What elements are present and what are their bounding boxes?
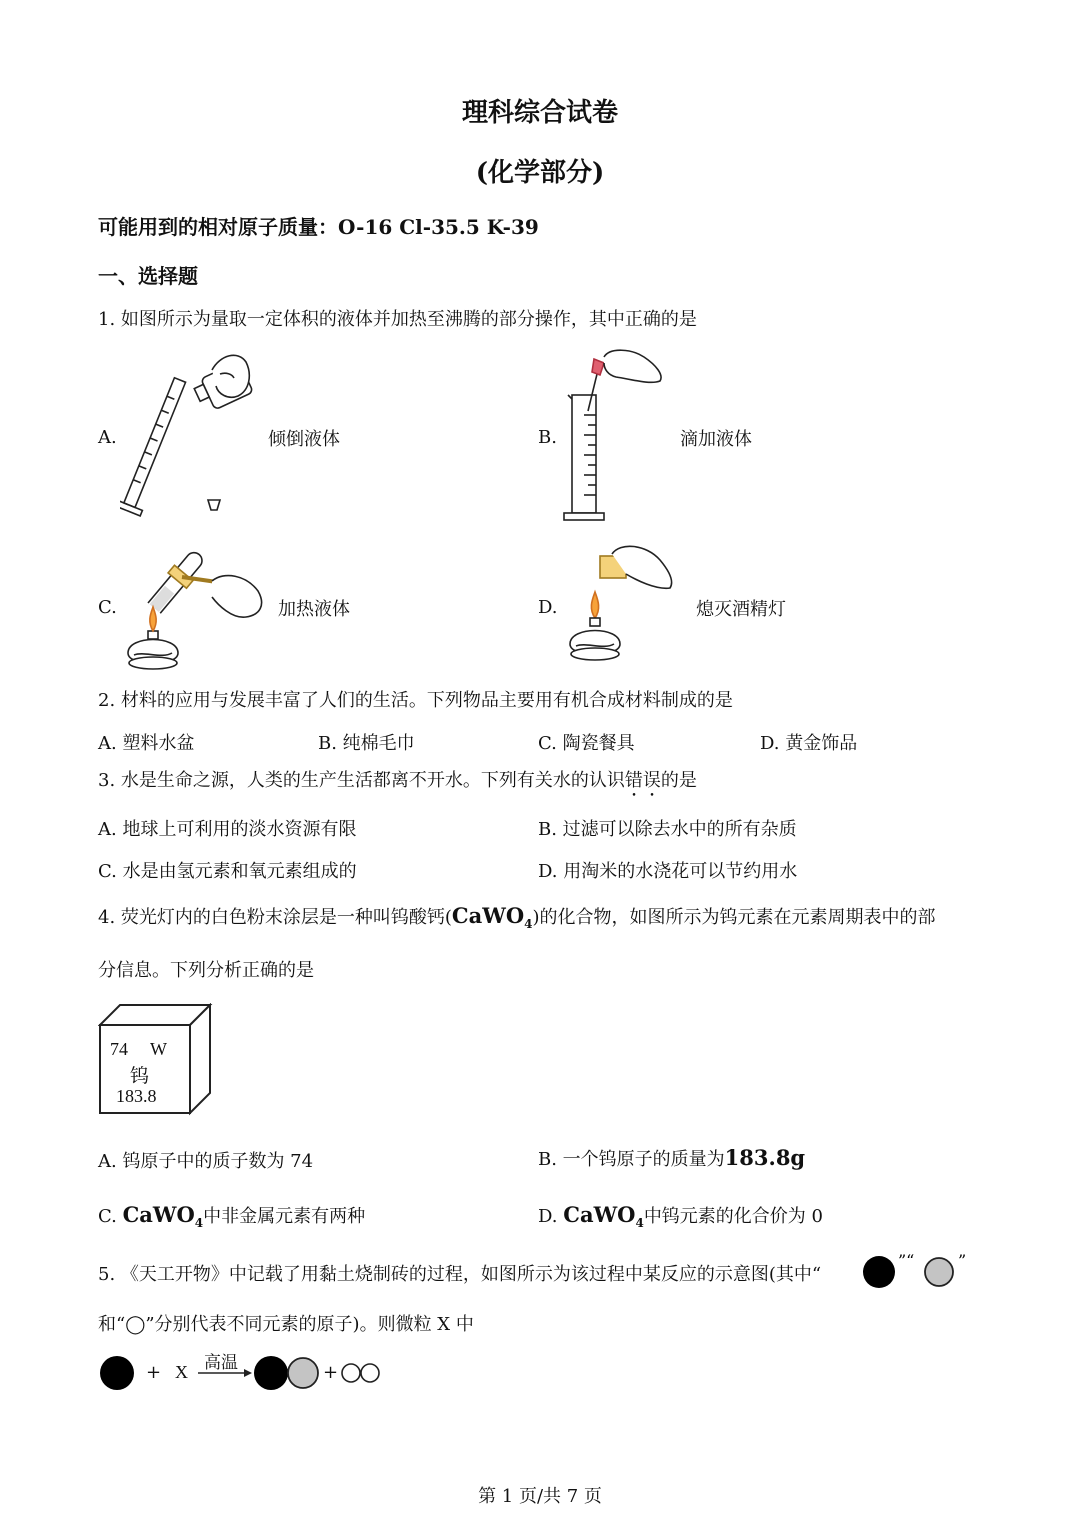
eq-plus-2: + [323, 1362, 339, 1383]
gray-atom-icon [288, 1358, 318, 1388]
element-symbol: W [150, 1039, 167, 1059]
q4-option-c-letter: C. [98, 1206, 117, 1227]
page-subtitle: (化学部分) [475, 158, 605, 188]
element-name: 钨 [130, 1065, 150, 1087]
q2-option-b: B. 纯棉毛巾 [318, 733, 415, 754]
atomic-mass-values: O-16 Cl-35.5 K-39 [338, 215, 539, 239]
q4-option-b [538, 1145, 805, 1171]
q4-formula [451, 903, 533, 932]
q4-option-c-formula [122, 1202, 204, 1231]
q5-atom-legend [860, 1254, 970, 1290]
q2-option-d: D. 黄金饰品 [760, 733, 858, 754]
q2-option-c: C. 陶瓷餐具 [538, 733, 635, 754]
formula-sub: 4 [635, 1216, 644, 1231]
formula-main: CaWO [451, 903, 525, 928]
page-title: 理科综合试卷 [461, 98, 618, 128]
q1-option-a-letter: A. [98, 427, 117, 448]
q1-option-c-label: 加热液体 [278, 599, 350, 620]
q5-reaction-diagram [98, 1345, 398, 1395]
q4-option-c [98, 1202, 365, 1230]
q3-stem [98, 766, 697, 801]
white-atom-icon [342, 1364, 360, 1382]
q2-option-a: A. 塑料水盆 [98, 733, 195, 754]
pouring-liquid-illustration [120, 350, 260, 525]
q3-option-c: C. 水是由氢元素和氧元素组成的 [98, 861, 357, 882]
q4-stem-before: 4. 荧光灯内的白色粉末涂层是一种叫钨酸钙( [98, 907, 452, 928]
atomic-mass-label: 可能用到的相对原子质量： [98, 215, 338, 239]
formula-sub: 4 [194, 1216, 204, 1231]
q1-option-d-letter: D. [538, 597, 558, 618]
eq-plus-1: + [146, 1362, 162, 1383]
q4-stem-after: )的化合物，如图所示为钨元素在元素周期表中的部 [532, 907, 936, 928]
q4-option-b-text: B. 一个钨原子的质量为 [538, 1149, 725, 1170]
gray-atom-icon [925, 1258, 953, 1286]
q4-option-b-value: 183.8g [724, 1145, 806, 1170]
extinguishing-lamp-illustration [560, 540, 680, 670]
q3-stem-before: 3. 水是生命之源，人类的生产生活都离不开水。下列有关水的认识 [98, 770, 625, 791]
q4-option-c-text: 中非金属元素有两种 [203, 1206, 366, 1227]
q1-option-b-letter: B. [538, 427, 557, 448]
dropping-liquid-illustration [560, 345, 670, 525]
q4-stem [98, 903, 936, 931]
q4-option-d-formula [563, 1202, 644, 1231]
atomic-mass-line [98, 211, 539, 240]
element-number: 74 [110, 1039, 128, 1059]
q3-stem-emphasis: 错误 [624, 770, 661, 791]
q4-option-a: A. 钨原子中的质子数为 74 [98, 1151, 314, 1172]
eq-x: X [175, 1362, 188, 1382]
legend-quote-glyph: ” [958, 1254, 967, 1270]
q4-stem-line2: 分信息。下列分析正确的是 [98, 960, 314, 981]
q3-option-b: B. 过滤可以除去水中的所有杂质 [538, 819, 797, 840]
black-atom-icon [863, 1256, 895, 1288]
q3-option-a: A. 地球上可利用的淡水资源有限 [98, 819, 357, 840]
q3-stem-after: 的是 [660, 770, 697, 791]
element-mass: 183.8 [116, 1086, 157, 1106]
q4-option-d [538, 1202, 823, 1230]
black-atom-icon [100, 1356, 134, 1390]
heating-liquid-illustration [120, 535, 270, 680]
q1-option-a-label: 倾倒液体 [268, 429, 340, 450]
eq-condition: 高温 [204, 1353, 238, 1373]
formula-main: CaWO [563, 1202, 636, 1227]
q1-option-d-label: 熄灭酒精灯 [696, 599, 786, 620]
formula-sub: 4 [524, 917, 533, 932]
page-footer: 第 1 页/共 7 页 [478, 1486, 602, 1507]
legend-quote-glyph: ”“ [898, 1254, 915, 1270]
q5-stem-line2: 和“◯”分别代表不同元素的原子)。则微粒 X 中 [98, 1314, 474, 1335]
q2-stem: 2. 材料的应用与发展丰富了人们的生活。下列物品主要用有机合成材料制成的是 [98, 690, 733, 711]
formula-main: CaWO [122, 1202, 195, 1227]
section-heading: 一、选择题 [98, 264, 198, 288]
q1-option-c-letter: C. [98, 597, 117, 618]
q1-stem: 1. 如图所示为量取一定体积的液体并加热至沸腾的部分操作，其中正确的是 [98, 309, 697, 330]
white-atom-icon [361, 1364, 379, 1382]
element-card [98, 1003, 213, 1118]
q4-option-d-text: 中钨元素的化合价为 0 [643, 1206, 823, 1227]
black-atom-icon [254, 1356, 288, 1390]
reaction-arrow-head [244, 1369, 252, 1377]
q1-option-b-label: 滴加液体 [680, 429, 752, 450]
q5-stem: 5. 《天工开物》中记载了用黏土烧制砖的过程，如图所示为该过程中某反应的示意图(其中“ [98, 1264, 822, 1285]
q4-option-d-letter: D. [538, 1206, 558, 1227]
q3-option-d: D. 用淘米的水浇花可以节约用水 [538, 861, 798, 882]
